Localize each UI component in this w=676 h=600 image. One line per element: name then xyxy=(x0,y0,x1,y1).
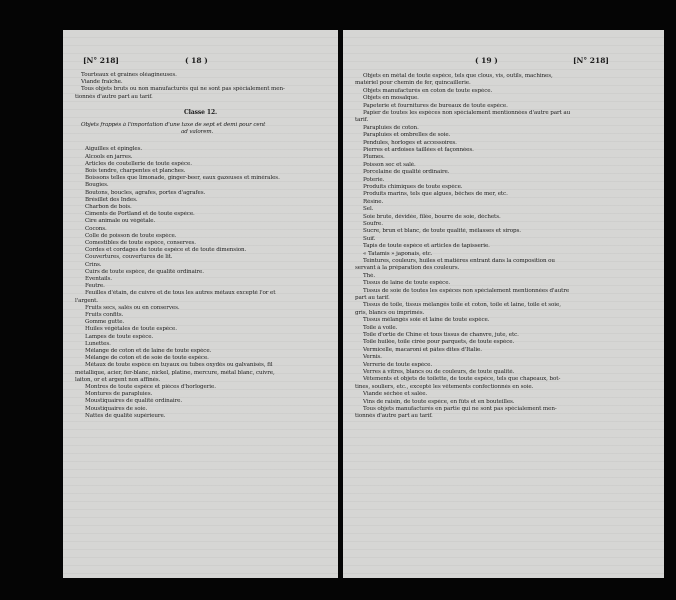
list-item: Montres de toute espèce et pièces d'horlogerie. xyxy=(85,384,216,390)
list-item: Articles de coutellerie de toute espèce. xyxy=(85,160,192,167)
list-item: Verrerie de toute espèce. xyxy=(363,361,433,368)
right-page-header xyxy=(343,56,664,68)
list-item: Produits marins, tels que algues, bêches de mer, etc. xyxy=(363,191,508,198)
list-item: Cuirs de toute espèce, de qualité ordinaire. xyxy=(85,268,204,275)
list-item: Sucre, brun et blanc, de toute qualité, mélasses et sirops. xyxy=(363,228,521,235)
list-item: Porcelaine de qualité ordinaire. xyxy=(363,169,450,176)
list-item: Verres à vitres, blancs ou de couleurs, de toute qualité. xyxy=(363,369,515,375)
list-item: Pierres et ardoises taillées et façonnées. xyxy=(363,147,474,153)
text-line: tionnés d'autre part au tarif. xyxy=(75,93,153,100)
list-item: Pendules, horloges et accessoires. xyxy=(363,139,457,146)
list-item: Ciments de Portland et de toute espèce. xyxy=(85,211,195,218)
list-item: Soufre. xyxy=(363,221,383,227)
list-item: tarif. xyxy=(355,117,369,124)
list-item: Sel. xyxy=(363,206,374,213)
text-line: Tous objets bruts ou non manufacturés qui ne sont pas spécialement men- xyxy=(81,86,285,93)
list-item: Résine. xyxy=(363,198,384,205)
left-page xyxy=(63,30,338,578)
left-page-header xyxy=(63,56,338,68)
list-item: Brésillet des Indes. xyxy=(85,196,138,203)
list-item: Fruits confits. xyxy=(85,312,124,318)
list-item: Colle de poisson de toute espèce. xyxy=(85,232,177,239)
list-item: Parapluies de coton. xyxy=(363,124,419,131)
list-item: Viande séchée et salée. xyxy=(363,391,428,398)
list-item: « Tatamis » japonais, etc. xyxy=(363,250,433,257)
list-item: Vermicelle, macaroni et pâtes dites d'Italie. xyxy=(363,346,482,353)
list-item: tionnés d'autre part au tarif. xyxy=(355,413,433,420)
list-item: Moustiquaires de soie. xyxy=(85,405,148,412)
list-item: Huiles végétales de toute espèce. xyxy=(85,326,177,333)
list-item: Comestibles de toute espèce, conserves. xyxy=(85,240,196,246)
list-item: Gomme gutte. xyxy=(85,319,125,326)
list-item: Toile huilée, toile cirée pour parquets, de toute espèce. xyxy=(363,339,515,346)
list-item: part au tarif. xyxy=(355,295,390,301)
list-item: Tissus de laine de toute espèce. xyxy=(363,280,451,287)
list-item: servant à la préparation des couleurs. xyxy=(355,265,460,272)
list-item: Tissus de soie de toutes les espèces non spécialement mentionnées d'autre xyxy=(363,287,570,294)
list-item: Feutre. xyxy=(85,283,105,290)
list-item: Crins. xyxy=(85,261,102,268)
list-item: Alcools en jarres. xyxy=(85,153,133,160)
list-item: laiton, or et argent non affinés. xyxy=(75,376,161,383)
list-item: gris, blancs ou imprimés. xyxy=(355,309,425,316)
list-item: Nattes de qualité supérieure. xyxy=(85,412,166,419)
list-item: Cire animale ou végétale. xyxy=(85,218,156,225)
list-item: matériel pour chemin de fer, quincaillerie. xyxy=(355,80,471,87)
left-number-tag: [N° 218] xyxy=(83,56,119,65)
list-item: Lunettes. xyxy=(85,340,111,347)
list-item: Charbon de bois. xyxy=(85,204,132,210)
list-item: Plumes. xyxy=(363,154,385,161)
list-item: Poterie. xyxy=(363,176,385,183)
list-item: Métaux de toute espèce en tuyaux ou tubes oxydés ou galvanisés, fil xyxy=(85,362,273,369)
left-page-number: ( 18 ) xyxy=(185,56,208,65)
list-item: Parapluies et ombrelles de soie. xyxy=(363,132,451,139)
list-item: Lampes de toute espèce. xyxy=(85,333,154,340)
list-item: Cordes et cordages de toute espèce et de toute dimension. xyxy=(85,247,247,254)
list-item: Moustiquaires de qualité ordinaire. xyxy=(85,398,183,405)
list-item: Objets manufacturés en coton de toute espèce. xyxy=(363,87,493,94)
list-item: Aiguilles et épingles. xyxy=(85,146,143,153)
list-item: Objets en mosaïque. xyxy=(363,95,419,102)
list-item: Bougies. xyxy=(85,182,109,189)
list-item: Suif. xyxy=(363,235,376,242)
list-item: Produits chimiques de toute espèce. xyxy=(363,184,463,190)
list-item: Thé. xyxy=(363,272,376,279)
list-item: Feuilles d'étain, de cuivre et de tous les autres métaux excepté l'or et xyxy=(85,290,276,297)
list-item: Mélange de coton et de soie de toute espèce. xyxy=(85,355,209,362)
list-item: Tapis de toute espèce et articles de tapisserie. xyxy=(363,243,490,250)
list-item: Couvertures, couvertures de lit. xyxy=(85,254,173,261)
list-item: métallique, acier, fer-blanc, nickel, platine, mercure, métal blanc, cuivre, xyxy=(75,369,275,376)
right-page xyxy=(343,30,664,578)
list-item: Vins de raisin, de toute espèce, en fûts et en bouteilles. xyxy=(363,398,515,405)
list-item: l'argent. xyxy=(75,297,98,304)
list-item: Éventails. xyxy=(85,276,112,282)
list-item: Papeterie et fournitures de bureaux de toute espèce. xyxy=(363,102,508,109)
list-item: Cocons. xyxy=(85,225,107,232)
list-item: Papier de toutes les espèces non spécialement mentionnées d'autre part au xyxy=(363,110,571,116)
list-item: Fruits secs, salés ou en conserves. xyxy=(85,304,180,311)
list-item: tines, souliers, etc., excepté les vêtements confectionnés en soie. xyxy=(355,383,534,390)
text-line: Tourteaux et graines oléagineuses. xyxy=(81,72,177,78)
list-item: Tous objets manufacturés en partie qui ne sont pas spécialement men- xyxy=(363,406,557,412)
class-description: ad valorem. xyxy=(181,129,214,136)
right-page-number: ( 19 ) xyxy=(475,56,498,65)
class-title: Classe 12. xyxy=(183,108,218,116)
list-item: Montures de parapluies. xyxy=(85,391,153,398)
text-line: Viande fraîche. xyxy=(81,79,123,86)
list-item: Toile d'ortie de Chine et tous tissus de chanvre, jute, etc. xyxy=(363,332,519,338)
class-description: Objets frappés à l'importation d'une taxe de sept et demi pour cent xyxy=(81,122,266,128)
right-number-tag: [N° 218] xyxy=(573,56,609,65)
list-item: Boissons telles que limonade, ginger-beer, eaux gazeuses et minérales. xyxy=(85,175,280,182)
list-item: Vêtements et objets de toilette, de toute espèce, tels que chapeaux, bot- xyxy=(363,376,561,383)
list-item: Poisson sec et salé. xyxy=(363,161,416,168)
list-item: Vernis. xyxy=(363,354,382,361)
list-item: Tissus mélangés soie et laine de toute espèce. xyxy=(363,317,490,324)
list-item: Objets en métal de toute espèce, tels que clous, vis, outils, machines, xyxy=(363,73,553,79)
list-item: Teintures, couleurs, huiles et matières entrant dans la composition ou xyxy=(363,258,555,264)
list-item: Mélange de coton et de laine de toute espèce. xyxy=(85,348,212,354)
list-item: Boutons, boucles, agrafes, portes d'agrafes. xyxy=(85,189,206,196)
list-item: Bois tendre, charpentes et planches. xyxy=(85,168,186,174)
list-item: Soie brute, dévidée, filée, bourre de soie, déchets. xyxy=(363,213,501,220)
list-item: Tissus de toile, tissus mélangés toile et coton, toile et laine, toile et soie, xyxy=(363,302,561,309)
list-item: Toile à voile. xyxy=(363,324,398,331)
